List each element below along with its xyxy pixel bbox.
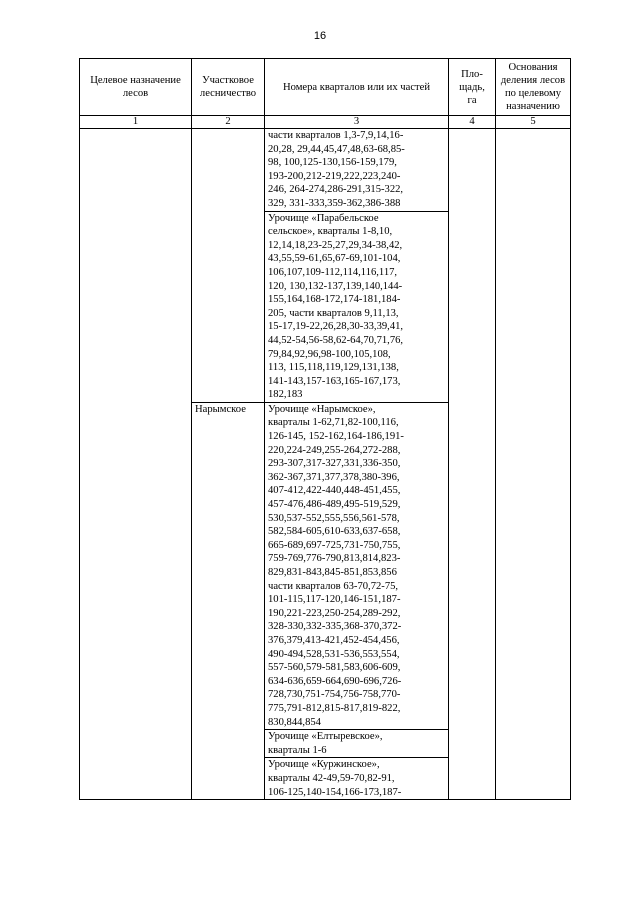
header-quarters: Номера кварталов или их частей	[265, 59, 449, 116]
forestry-cell: Нарымское	[192, 402, 265, 799]
forestry-cell	[192, 129, 265, 403]
column-number: 3	[265, 116, 449, 129]
quarters-cell: Урочище «Елтыревское», кварталы 1-6	[265, 730, 449, 758]
header-forestry: Участковое лесничество	[192, 59, 265, 116]
table-row	[80, 129, 571, 212]
quarters-cell: части кварталов 1,3-7,9,14,16- 20,28, 29,44,45,47,48,63-68,85- 98, 100,125-130,156-159,179, 193-200,212-219,222,223,240- 246, 264-274,286-291,315-322, 329, 331-333,359-362,386-388	[265, 129, 449, 212]
column-number: 4	[449, 116, 496, 129]
page-number: 16	[313, 30, 327, 42]
column-number-row	[80, 116, 571, 129]
header-area: Пло- щадь, га	[449, 59, 496, 116]
column-number: 1	[80, 116, 192, 129]
column-number: 5	[496, 116, 571, 129]
area-cell	[449, 129, 496, 800]
header-row	[80, 59, 571, 116]
column-number: 2	[192, 116, 265, 129]
purpose-cell	[80, 129, 192, 800]
header-purpose: Целевое назначение лесов	[80, 59, 192, 116]
header-basis: Основания деления лесов по целевому назначению	[496, 59, 571, 116]
forest-purpose-table	[79, 58, 571, 800]
quarters-cell: Урочище «Куржинское», кварталы 42-49,59-70,82-91, 106-125,140-154,166-173,187-	[265, 758, 449, 800]
basis-cell	[496, 129, 571, 800]
quarters-cell: Урочище «Нарымское», кварталы 1-62,71,82-100,116, 126-145, 152-162,164-186,191- 220,224-249,255-264,272-288, 293-307,317-327,331,336-350, 362-367,371,377,378,380-396, 407-412,422-440,448-451,455, 457-476,486-489,495-519,529, 530,537-552,555,556,561-578, 582,584-605,610-633,637-658, 665-689,697-725,731-750,755, 759-769,776-790,813,814,823- 829,831-843,845-851,853,856 части кварталов 63-70,72-75, 101-115,117-120,146-151,187- 190,221-223,250-254,289-292, 328-330,332-335,368-370,372- 376,379,413-421,452-454,456, 490-494,528,531-536,553,554, 557-560,579-581,583,606-609, 634-636,659-664,690-696,726- 728,730,751-754,756-758,770- 775,791-812,815-817,819-822, 830,844,854	[265, 402, 449, 729]
quarters-cell: Урочище «Парабельское сельское», кварталы 1-8,10, 12,14,18,23-25,27,29,34-38,42, 43,55,59-61,65,67-69,101-104, 106,107,109-112,114,116,117, 120, 130,132-137,139,140,144- 155,164,168-172,174-181,184- 205, части кварталов 9,11,13, 15-17,19-22,26,28,30-33,39,41, 44,52-54,56-58,62-64,70,71,76, 79,84,92,96,98-100,105,108, 113, 115,118,119,129,131,138, 141-143,157-163,165-167,173, 182,183	[265, 211, 449, 402]
